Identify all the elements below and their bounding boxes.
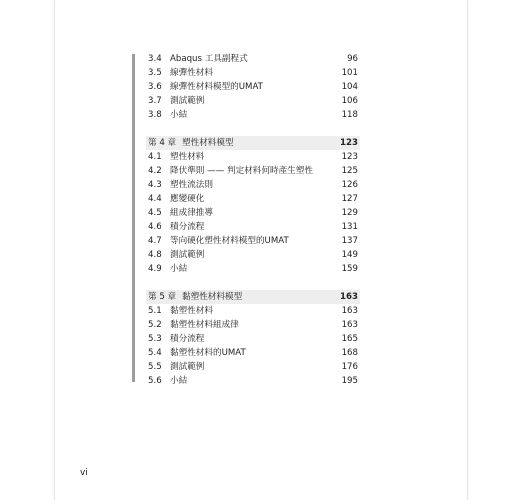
toc-entry <box>148 360 358 374</box>
section-number: 4.3 <box>148 180 162 190</box>
section-page: 163 <box>341 320 358 330</box>
chapter-title: 黏塑性材料模型 <box>182 292 243 302</box>
toc-entry <box>148 52 358 66</box>
toc-entry <box>148 178 358 192</box>
toc-entry <box>148 262 358 276</box>
toc-group-ch4 <box>148 150 358 276</box>
section-title: 黏塑性材料的UMAT <box>170 348 246 358</box>
section-title: 黏塑性材料組成律 <box>170 320 239 330</box>
section-title: 測試範例 <box>170 250 205 260</box>
section-page: 131 <box>341 222 358 232</box>
toc-entry <box>148 332 358 346</box>
section-number: 4.8 <box>148 250 162 260</box>
chapter-title: 塑性材料模型 <box>182 138 234 148</box>
toc-gap <box>148 122 358 136</box>
section-title: 小結 <box>170 110 188 120</box>
section-page: 126 <box>341 180 358 190</box>
toc-entry <box>148 346 358 360</box>
chapter-label: 第 4 章 <box>148 138 177 148</box>
section-title: 等向硬化塑性材料模型的UMAT <box>170 236 289 246</box>
section-page: 165 <box>341 334 358 344</box>
section-title: 黏塑性材料 <box>170 306 213 316</box>
section-number: 3.8 <box>148 110 162 120</box>
section-page: 129 <box>341 208 358 218</box>
section-number: 4.5 <box>148 208 162 218</box>
section-number: 5.2 <box>148 320 162 330</box>
toc-entry <box>148 234 358 248</box>
section-title: 積分流程 <box>170 222 205 232</box>
section-page: 106 <box>341 96 358 106</box>
section-title: 小結 <box>170 264 188 274</box>
toc-entry <box>148 248 358 262</box>
section-number: 5.4 <box>148 348 162 358</box>
section-number: 5.5 <box>148 362 162 372</box>
section-title: 組成律推導 <box>170 208 213 218</box>
chapter-page: 163 <box>340 292 358 302</box>
section-page: 195 <box>341 376 358 386</box>
section-number: 4.1 <box>148 152 162 162</box>
toc-entry <box>148 304 358 318</box>
section-number: 3.7 <box>148 96 162 106</box>
section-number: 5.1 <box>148 306 162 316</box>
section-title: 塑性材料 <box>170 152 205 162</box>
section-number: 5.3 <box>148 334 162 344</box>
section-page: 137 <box>341 236 358 246</box>
section-number: 5.6 <box>148 376 162 386</box>
toc-entry <box>148 150 358 164</box>
section-page: 123 <box>341 152 358 162</box>
toc-entry <box>148 318 358 332</box>
section-title: 應變硬化 <box>170 194 205 204</box>
section-number: 4.9 <box>148 264 162 274</box>
toc-entry <box>148 80 358 94</box>
section-title: 積分流程 <box>170 334 205 344</box>
toc-entry <box>148 94 358 108</box>
section-page: 149 <box>341 250 358 260</box>
margin-bar <box>132 54 135 382</box>
chapter-label: 第 5 章 <box>148 292 177 302</box>
section-title: 線彈性材料 <box>170 68 213 78</box>
toc-gap <box>148 276 358 290</box>
toc-entry <box>148 164 358 178</box>
section-number: 4.7 <box>148 236 162 246</box>
section-number: 3.6 <box>148 82 162 92</box>
section-number: 4.4 <box>148 194 162 204</box>
toc-entry <box>148 220 358 234</box>
toc-entry <box>148 192 358 206</box>
chapter-page: 123 <box>340 138 358 148</box>
section-page: 159 <box>341 264 358 274</box>
page-folio: vi <box>80 468 88 478</box>
section-page: 96 <box>347 54 358 64</box>
section-page: 163 <box>341 306 358 316</box>
section-number: 4.2 <box>148 166 162 176</box>
section-page: 127 <box>341 194 358 204</box>
section-page: 168 <box>341 348 358 358</box>
toc-group-ch3 <box>148 52 358 122</box>
section-title: 測試範例 <box>170 362 205 372</box>
toc-group-ch5 <box>148 304 358 388</box>
section-title: 測試範例 <box>170 96 205 106</box>
section-page: 101 <box>341 68 358 78</box>
chapter-heading-4 <box>146 136 360 150</box>
section-number: 3.4 <box>148 54 162 64</box>
section-number: 3.5 <box>148 68 162 78</box>
section-title: 線彈性材料模型的UMAT <box>170 82 263 92</box>
table-of-contents <box>148 52 358 388</box>
toc-entry <box>148 206 358 220</box>
section-page: 125 <box>341 166 358 176</box>
section-title: 塑性流法則 <box>170 180 213 190</box>
section-page: 118 <box>341 110 358 120</box>
section-number: 4.6 <box>148 222 162 232</box>
toc-entry <box>148 108 358 122</box>
section-page: 176 <box>341 362 358 372</box>
section-title: 小結 <box>170 376 188 386</box>
chapter-heading-5 <box>146 290 360 304</box>
section-title: Abaqus 工具副程式 <box>170 54 248 64</box>
section-title: 降伏準則 —— 判定材料何時產生塑性 <box>170 166 313 176</box>
toc-entry <box>148 374 358 388</box>
toc-entry <box>148 66 358 80</box>
section-page: 104 <box>341 82 358 92</box>
